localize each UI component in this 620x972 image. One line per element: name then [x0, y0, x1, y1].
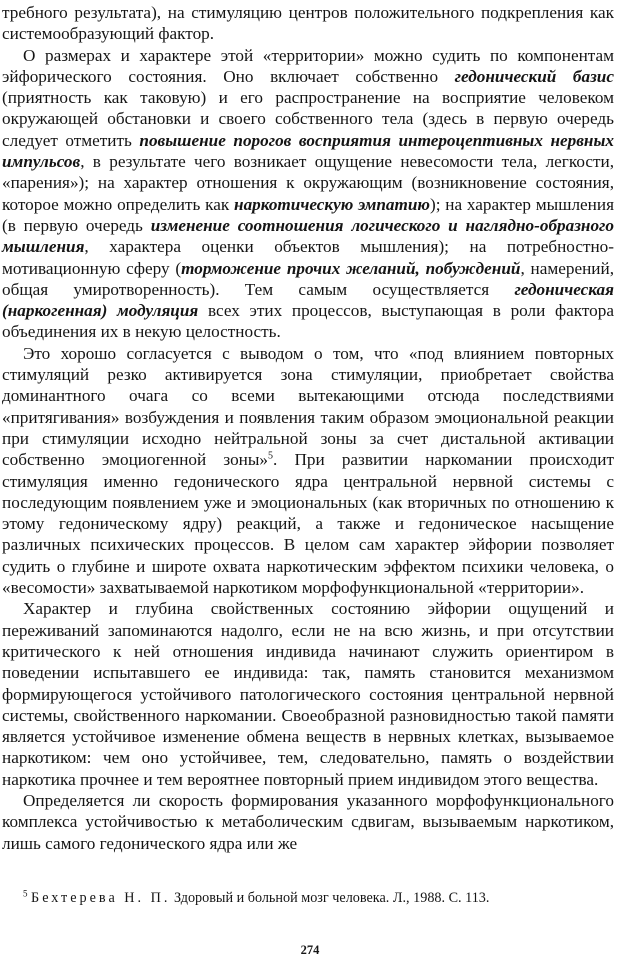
- text-run: , в результате чего возникает ощущение невесомости тела, легкости, «парения»); на характер отношения к окружающим (возникновение состояния, которое можно определить как: [2, 152, 614, 214]
- emphasized-text: гедоническая (наркогенная) модуляция: [2, 279, 614, 321]
- emphasized-text: наркотическую эмпатию: [234, 194, 430, 214]
- text-run: Это хорошо согласуется с выводом о том, что «под влиянием повторных стимуляций резко активируется зона стимуляции, приобретает свойства доминантного очага со всеми вытекающими отсюда последствиями «притягивания» возбуждения и появления таким образом эмоциональной реакции при стимуляции исходно нейтральной зоны за счет дистальной активации собственно эмоциогенной зоны»: [2, 343, 614, 470]
- emphasized-text: повышение порогов восприятия интероцептивных нервных импульсов: [2, 130, 614, 172]
- text-run: О размерах и характере этой «территории» можно судить по компонентам эйфорического состояния. Оно включает собственно: [2, 45, 614, 86]
- footnote-author: Бехтерева Н. П.: [31, 890, 171, 906]
- text-run: всех этих процессов, выступающая в роли фактора объединения их в некую целостность.: [2, 301, 614, 342]
- text-run: . При развитии наркомании происходит стимуляция именно гедонического ядра центральной нервной системы с последующим появлением уже и эмоциональных (как вторичных по отношению к этому гедоническому ядру) реакций, а также и гедоническое насыщение различных психических процессов. В целом сам характер эйфории позволяет судить о глубине и широте охвата наркотическим эффектом психики человека, о «весомости» захватываемой наркотиком морфофункциональной «территории».: [2, 450, 615, 598]
- emphasized-text: гедонический базис: [454, 66, 614, 86]
- paragraph: [2, 45, 614, 343]
- emphasized-text: торможение прочих желаний, побуждений: [181, 258, 521, 278]
- paragraph: [2, 343, 614, 599]
- paragraph: [2, 598, 614, 790]
- text-run: (приятность как таковую) и его распространение на восприятие человеком окружающей обстановки и своего собственного тела (здесь в первую очередь следует отметить: [2, 88, 614, 150]
- page-number: 274: [300, 943, 320, 957]
- text-run: Характер и глубина свойственных состоянию эйфории ощущений и переживаний запоминаются надолго, если не на всю жизнь, и при отсутствии критического к ней отношения индивида начинают служить ориентиром в поведении испытавшего ее индивида: так, память становится механизмом формирующегося устойчивого патологического состояния центральной нервной системы, свойственного наркомании. Своеобразной разновидностью такой памяти является устойчивое изменение обмена веществ в нервных клетках, вызываемое наркотиком: чем оно устойчивее, тем, следовательно, память о воздействии наркотика прочнее и тем вероятнее повторный прием индивидом этого вещества.: [2, 599, 614, 789]
- emphasized-text: изменение соотношения логического и наглядно-образного мышления: [2, 215, 614, 257]
- paragraph: [2, 790, 614, 854]
- paragraph: [2, 2, 614, 45]
- text-run: ); на характер мышления (в первую очередь: [2, 194, 614, 235]
- book-page: [2, 2, 614, 854]
- text-run: , характера оценки объектов мышления); на потребностно-мотивационную сферу (: [2, 237, 614, 278]
- footnote-reference: 5: [268, 450, 274, 462]
- text-run: Определяется ли скорость формирования указанного морфофункционального комплекса устойчивостью к метаболическим сдвигам, вызываемым наркотиком, лишь самого гедонического ядра или же: [2, 790, 614, 853]
- body-text: [2, 2, 614, 854]
- text-run: требного результата), на стимуляцию центров положительного подкрепления как системообразующий фактор.: [2, 3, 614, 44]
- footnote-mark: 5: [23, 888, 28, 899]
- text-run: , намерений, общая умиротворенность). Тем самым осуществляется: [2, 258, 614, 299]
- footnote-text: Здоровый и больной мозг человека. Л., 1988. С. 113.: [170, 890, 490, 906]
- footnote: [2, 889, 612, 907]
